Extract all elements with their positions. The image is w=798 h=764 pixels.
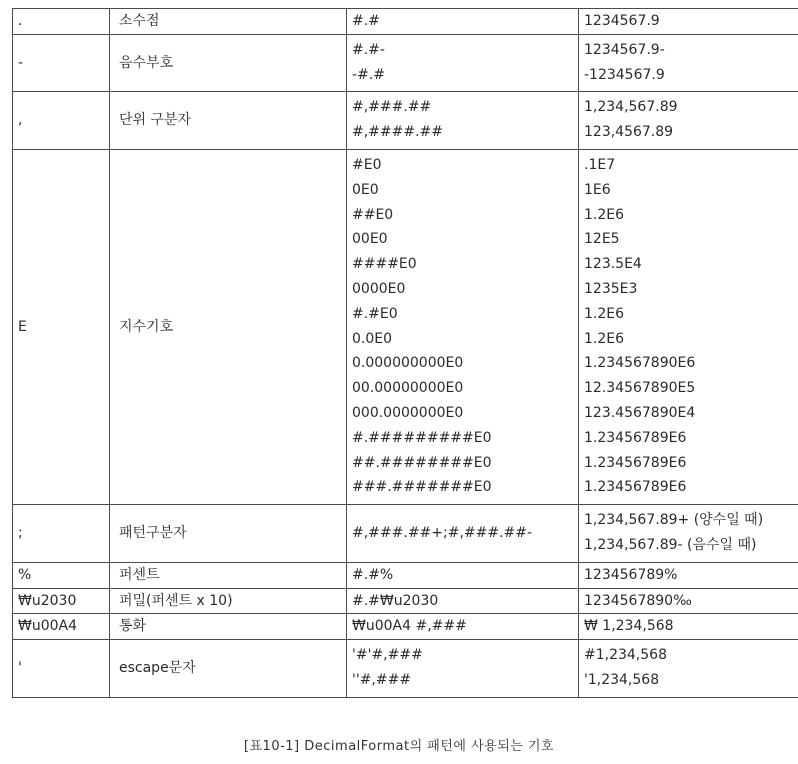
pattern-cell — [347, 92, 579, 150]
result-line: 1,234,567.89- (음수일 때) — [584, 536, 757, 553]
table-row — [13, 505, 798, 563]
result-line: 1.2E6 — [584, 305, 625, 322]
result-line: 123,4567.89 — [584, 124, 674, 141]
pattern-line: 0E0 — [352, 181, 379, 198]
pattern-cell — [347, 640, 579, 698]
pattern-line: ####E0 — [352, 256, 417, 273]
pattern-line: 00E0 — [352, 231, 388, 248]
result-line: 1235E3 — [584, 280, 638, 297]
result-line: 1,234,567.89 — [584, 99, 678, 116]
pattern-line: -#.# — [352, 66, 385, 83]
pattern-line: ##E0 — [352, 206, 394, 223]
table-row — [13, 9, 798, 35]
symbol-cell: , — [13, 92, 110, 150]
pattern-line: #.#% — [352, 566, 394, 583]
symbol-cell: ₩u00A4 — [13, 614, 110, 640]
result-line: 123456789% — [584, 566, 678, 583]
pattern-cell — [347, 505, 579, 563]
result-line: 123.5E4 — [584, 256, 642, 273]
result-line: -1234567.9 — [584, 66, 665, 83]
symbol-cell: ; — [13, 505, 110, 563]
pattern-cell — [347, 588, 579, 614]
table-caption: [표10-1] DecimalFormat의 패턴에 사용되는 기호 — [243, 739, 555, 754]
result-line: 1.23456789E6 — [584, 479, 687, 496]
pattern-line: 0000E0 — [352, 280, 406, 297]
name-cell: 통화 — [110, 614, 347, 640]
result-line: 1E6 — [584, 181, 611, 198]
result-line: '1,234,568 — [584, 671, 660, 688]
result-line: 123.4567890E4 — [584, 404, 696, 421]
name-cell: 지수기호 — [110, 149, 347, 504]
pattern-line: #.#########E0 — [352, 429, 492, 446]
name-cell: 패턴구분자 — [110, 505, 347, 563]
result-line: 1.234567890E6 — [584, 355, 696, 372]
pattern-line: 000.0000000E0 — [352, 404, 464, 421]
table-row — [13, 614, 798, 640]
symbol-cell: ' — [13, 640, 110, 698]
pattern-line: ''#,### — [352, 671, 412, 688]
table-row — [13, 34, 798, 92]
symbol-cell: E — [13, 149, 110, 504]
symbol-cell: . — [13, 9, 110, 35]
result-line: 1234567.9- — [584, 41, 665, 58]
result-cell — [579, 505, 798, 563]
result-line: 12.34567890E5 — [584, 380, 696, 397]
pattern-line: ###.#######E0 — [352, 479, 492, 496]
table-row — [13, 149, 798, 504]
pattern-line: 0.0E0 — [352, 330, 393, 347]
pattern-line: 0.000000000E0 — [352, 355, 464, 372]
name-cell: 소수점 — [110, 9, 347, 35]
result-cell — [579, 149, 798, 504]
result-cell — [579, 588, 798, 614]
result-line: ₩ 1,234,568 — [584, 618, 674, 635]
result-line: .1E7 — [584, 156, 616, 173]
result-cell — [579, 640, 798, 698]
pattern-cell — [347, 149, 579, 504]
decimal-format-symbol-table — [12, 8, 798, 698]
table-row — [13, 92, 798, 150]
pattern-line: 00.00000000E0 — [352, 380, 464, 397]
pattern-cell — [347, 34, 579, 92]
pattern-cell — [347, 9, 579, 35]
table-row — [13, 588, 798, 614]
pattern-line: ₩u00A4 #,### — [352, 618, 467, 635]
pattern-line: #.#E0 — [352, 305, 398, 322]
name-cell: 음수부호 — [110, 34, 347, 92]
result-line: 12E5 — [584, 231, 620, 248]
name-cell: 단위 구분자 — [110, 92, 347, 150]
pattern-line: #,###.## — [352, 99, 432, 116]
pattern-line: #.#₩u2030 — [352, 592, 439, 609]
result-line: 1.2E6 — [584, 206, 625, 223]
result-line: 1.23456789E6 — [584, 454, 687, 471]
pattern-line: #.# — [352, 13, 380, 29]
result-cell — [579, 562, 798, 588]
name-cell: 퍼센트 — [110, 562, 347, 588]
result-line: 1.23456789E6 — [584, 429, 687, 446]
pattern-line: #,###.##+;#,###.##- — [352, 524, 533, 541]
result-line: #1,234,568 — [584, 647, 667, 664]
symbol-cell: % — [13, 562, 110, 588]
result-line: 1234567890‰ — [584, 592, 692, 609]
table-body — [13, 9, 798, 698]
table-row — [13, 562, 798, 588]
pattern-cell — [347, 562, 579, 588]
pattern-line: #E0 — [352, 156, 382, 173]
result-line: 1.2E6 — [584, 330, 625, 347]
result-cell — [579, 92, 798, 150]
result-cell — [579, 614, 798, 640]
result-line: 1234567.9 — [584, 13, 660, 29]
pattern-cell — [347, 614, 579, 640]
result-cell — [579, 34, 798, 92]
pattern-line: '#'#,### — [352, 647, 423, 664]
table-row — [13, 640, 798, 698]
result-cell — [579, 9, 798, 35]
pattern-line: #,####.## — [352, 124, 444, 141]
pattern-line: ##.########E0 — [352, 454, 492, 471]
symbol-cell: ₩u2030 — [13, 588, 110, 614]
result-line: 1,234,567.89+ (양수일 때) — [584, 512, 764, 529]
name-cell: 퍼밀(퍼센트 x 10) — [110, 588, 347, 614]
pattern-line: #.#- — [352, 41, 385, 58]
name-cell: escape문자 — [110, 640, 347, 698]
symbol-cell: - — [13, 34, 110, 92]
